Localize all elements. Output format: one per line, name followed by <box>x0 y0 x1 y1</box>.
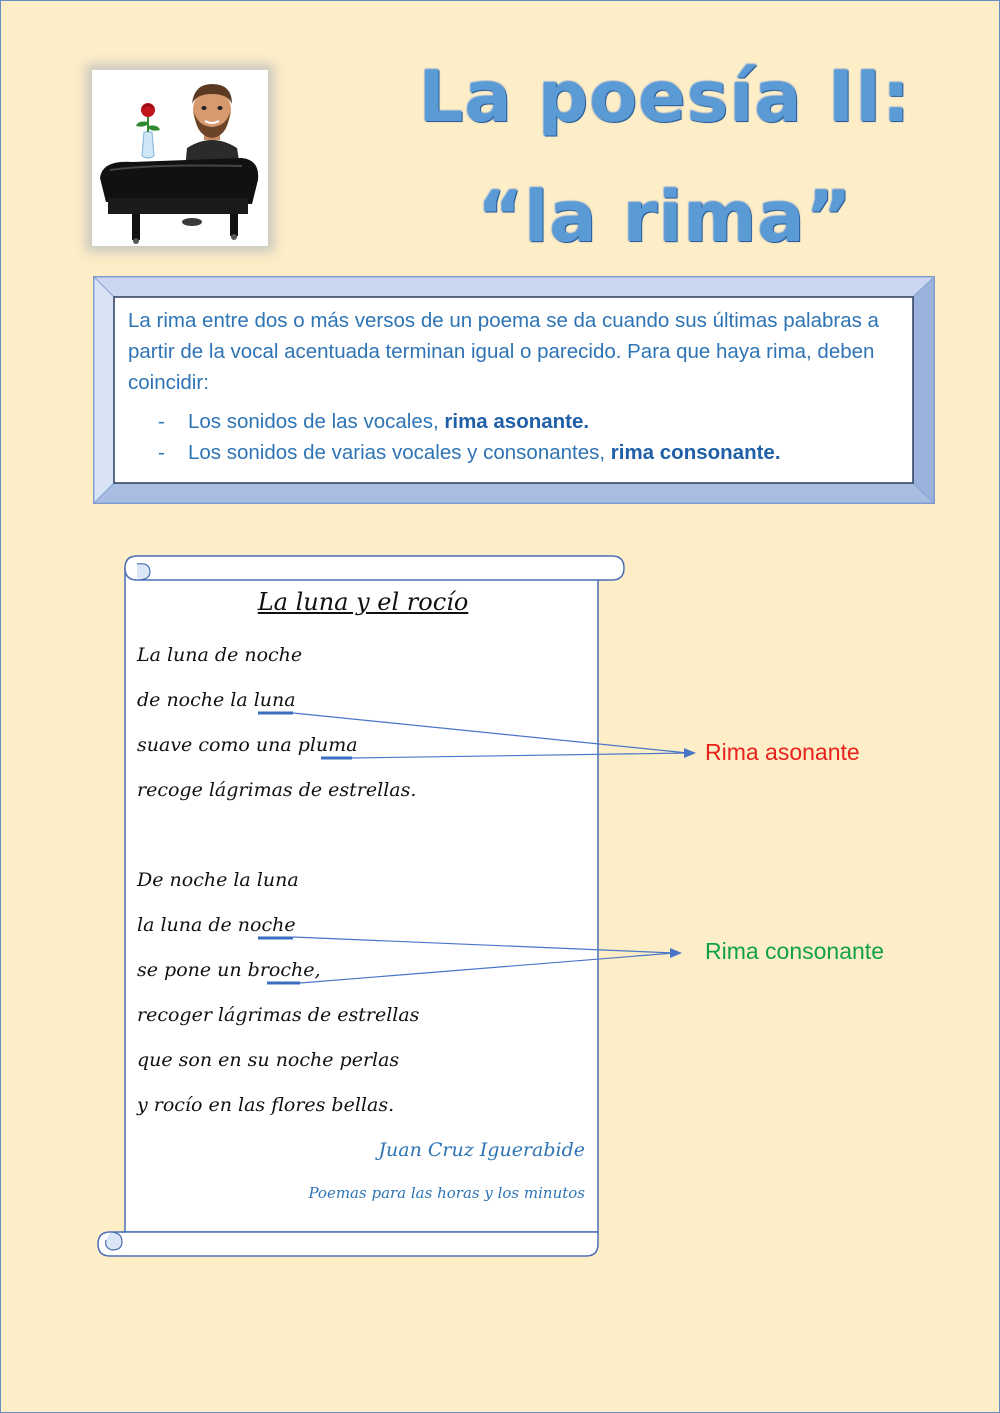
list-item-text: Los sonidos de las vocales, <box>188 410 445 433</box>
poem-source: Poemas para las horas y los minutos <box>308 1184 585 1202</box>
verse-line: recoger lágrimas de estrellas <box>137 1004 420 1026</box>
label-rima-asonante: Rima asonante <box>705 739 860 765</box>
page-title: La poesía II: <box>418 56 912 138</box>
verse-line: se pone un broche, <box>137 959 321 981</box>
verse-line: La luna de noche <box>137 644 303 666</box>
verse-line: y rocío en las flores bellas. <box>137 1094 395 1116</box>
verse-line: recoge lágrimas de estrellas. <box>137 779 417 801</box>
label-rima-consonante: Rima consonante <box>705 938 884 964</box>
verse-line: De noche la luna <box>137 869 299 891</box>
list-dash: - <box>158 410 165 433</box>
verse-line: de noche la luna <box>137 689 296 711</box>
poem-title: La luna y el rocío <box>257 588 469 616</box>
list-item-term: rima asonante. <box>444 410 590 433</box>
verse-line: la luna de noche <box>137 914 296 936</box>
page-subtitle: “la rima” <box>477 176 853 258</box>
list-item-term: rima consonante. <box>610 441 781 464</box>
poem-author: Juan Cruz Iguerabide <box>378 1139 585 1161</box>
verse-line: que son en su noche perlas <box>137 1049 400 1071</box>
list-item-text: Los sonidos de varias vocales y consonantes, <box>188 441 611 464</box>
list-dash: - <box>158 441 165 464</box>
definition-paragraph: La rima entre dos o más versos de un poema se da cuando sus últimas palabras a partir de la vocal acentuada terminan igual o parecido. Para que haya rima, deben coincidir: <box>128 309 879 394</box>
verse-line: suave como una pluma <box>137 734 358 756</box>
